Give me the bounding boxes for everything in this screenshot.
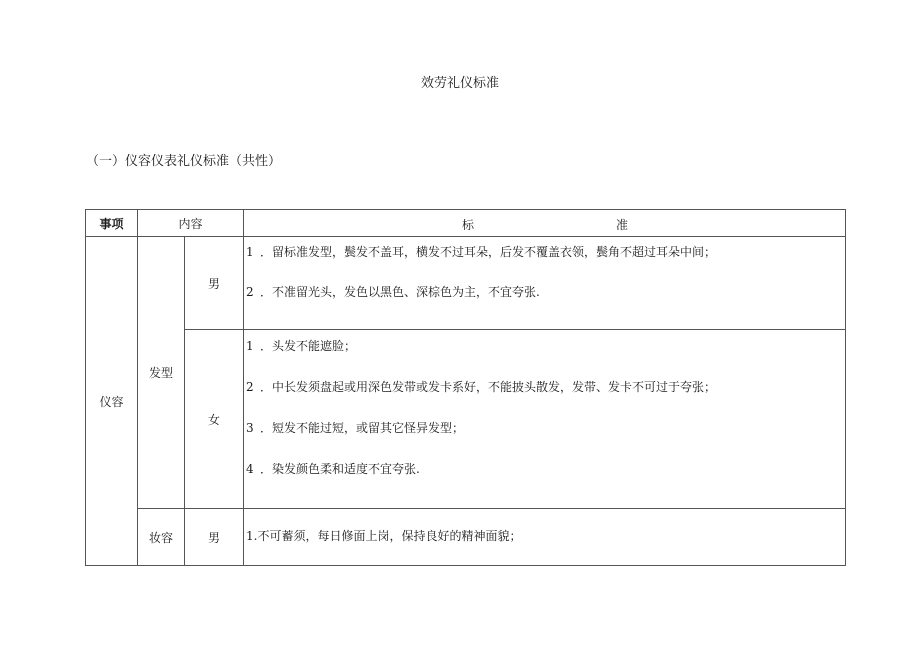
gender-female-hair: 女: [185, 330, 244, 509]
list-item: 1 ．头发不能遮脸；: [246, 339, 357, 353]
list-item: 2 ．不准留光头，发色以黑色、深棕色为主，不宜夸张.: [246, 285, 540, 299]
content-hair: 发型: [138, 237, 185, 509]
table-row: [86, 330, 846, 509]
list-item: 1. 不可蓄须，每日修面上岗，保持良好的精神面貌；: [246, 529, 522, 543]
table-row: [86, 509, 846, 566]
list-item: 3 ．短发不能过短，或留其它怪异发型；: [246, 421, 465, 435]
gender-male-hair: 男: [185, 237, 244, 330]
list-item: 1 ．留标准发型，鬓发不盖耳，横发不过耳朵，后发不覆盖衣领，鬓角不超过耳朵中间；: [246, 245, 717, 259]
standard-male-hair: [244, 237, 846, 330]
standards-table: [85, 209, 846, 566]
content-makeup: 妆容: [138, 509, 185, 566]
table-row: [86, 237, 846, 330]
table-header-row: [86, 210, 846, 237]
document-title: 效劳礼仪标准: [420, 76, 499, 91]
header-content: 内容: [138, 210, 244, 237]
item-appearance: 仪容: [86, 237, 138, 566]
list-item: 2 ．中长发须盘起或用深色发带或发卡系好，不能披头散发，发带、发卡不可过于夸张；: [246, 380, 717, 394]
standard-female-hair: [244, 330, 846, 509]
section-heading: （一）仪容仪表礼仪标准（共性）: [86, 154, 282, 169]
gender-male-makeup: 男: [185, 509, 244, 566]
header-standard-char-1: 标: [462, 218, 475, 232]
header-standard: [244, 210, 846, 237]
standard-male-makeup: [244, 509, 846, 566]
header-item: 事项: [86, 210, 138, 237]
header-standard-char-2: 准: [616, 218, 629, 232]
list-item: 4 ．染发颜色柔和适度不宜夸张.: [246, 462, 420, 476]
